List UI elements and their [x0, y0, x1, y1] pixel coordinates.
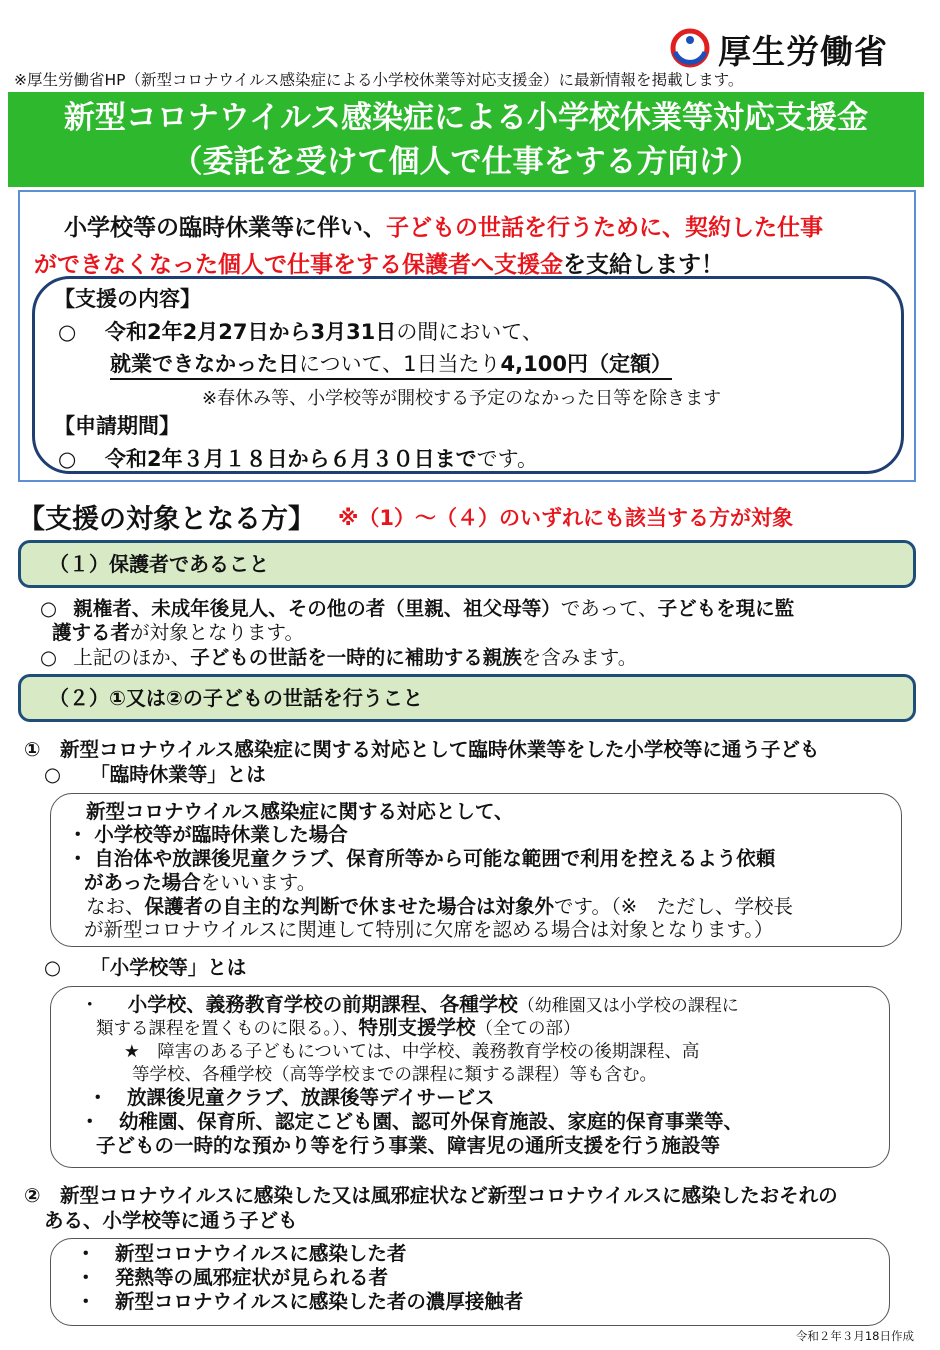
closure-bullet-2-end: があった場合 — [84, 871, 201, 894]
apply-period: 令和2年３月１８日から６月３０日まで — [105, 447, 477, 471]
disability-note-line2: 等学校、各種学校（高等学校までの課程に類する課程）等も含む。 — [132, 1065, 657, 1085]
relatives-rest: を含みます。 — [521, 646, 638, 669]
summary-tail: を支給します！ — [563, 252, 724, 278]
title-banner — [8, 92, 924, 187]
mhlw-logo-icon — [670, 28, 710, 68]
unable-mid: について、1日当たり — [299, 352, 501, 376]
closure-intro: 新型コロナウイルス感染症に関する対応として、 — [86, 800, 514, 823]
banner-subtitle: （委託を受けて個人で仕事をする方向け） — [171, 144, 761, 180]
bullet-icon: ○ — [40, 597, 58, 620]
closure-exclusion: 保護者の自主的な判断で休ませた場合は対象外 — [144, 895, 555, 918]
infection-item-1: ・ 新型コロナウイルスに感染した者 — [76, 1242, 407, 1265]
closure-bullet-2: ・ 自治体や放課後児童クラブ、保育所等から可能な範囲で利用を控えるよう依頼 — [68, 847, 776, 870]
childcare-facilities: ・ 幼稚園、保育所、認定こども園、認可外保育施設、家庭的保育事業等、 — [80, 1110, 744, 1133]
bullet-icon: ○ — [58, 447, 77, 471]
closure-label: ○ 「臨時休業等」とは — [44, 763, 266, 786]
guardian-types: 親権者、未成年後見人、その他の者（里親、祖父母等） — [73, 597, 561, 620]
infection-item-3: ・ 新型コロナウイルスに感染した者の濃厚接触者 — [76, 1290, 524, 1313]
after-school-club: ・ 放課後児童クラブ、放課後等デイサービス — [88, 1086, 495, 1109]
section1-bar — [18, 540, 916, 588]
item2-heading-line2: ある、小学校等に通う子ども — [44, 1209, 298, 1232]
exclusion-note: ※春休み等、小学校等が開校する予定のなかった日等を除きます — [202, 388, 722, 409]
special-support-school: 特別支援学校 — [358, 1016, 476, 1039]
guardian-mid: であって、 — [560, 597, 658, 620]
unable-days: 就業できなかった日 — [110, 352, 299, 376]
guardian-custody-end: 護する者 — [52, 621, 131, 644]
schools-main-note: （幼稚園又は小学校の課程に — [517, 996, 739, 1016]
item1-heading: ① 新型コロナウイルス感染症に関する対応として臨時休業等をした小学校等に通う子ども — [24, 738, 820, 761]
school-label: ○ 「小学校等」とは — [44, 956, 247, 979]
closure-note-rest: です。（※ ただし、学校長 — [554, 895, 794, 918]
relatives-pre: 上記のほか、 — [73, 646, 191, 669]
schools-line2-pre: 類する課程を置くものに限る。）、 — [96, 1019, 359, 1039]
bullet-icon: ・ — [80, 993, 100, 1016]
hp-note: ※厚生労働省HP（新型コロナウイルス感染症による小学校休業等対応支援金）に最新情報を掲載します。 — [14, 71, 744, 89]
schools-main: 小学校、義務教育学校の前期課程、各種学校 — [127, 993, 518, 1016]
guardian-eligible: が対象となります。 — [130, 621, 304, 644]
disability-note: ★ 障害のある子どもについては、中学校、義務教育学校の後期課程、高 — [124, 1042, 700, 1062]
closure-note-line2: が新型コロナウイルスに関連して特別に欠席を認める場合は対象となります。） — [84, 918, 774, 941]
summary-highlight-1: 子どもの世話を行うために、契約した仕事 — [386, 215, 823, 241]
schools-line2-rest: （全ての部） — [475, 1019, 581, 1039]
closure-note-pre: なお、 — [86, 895, 145, 918]
summary-lead: 小学校等の臨時休業等に伴い、 — [64, 215, 386, 241]
childcare-facilities-line2: 子どもの一時的な預かり等を行う事業、障害児の通所支援を行う施設等 — [96, 1134, 721, 1157]
infection-item-2: ・ 発熱等の風邪症状が見られる者 — [76, 1266, 389, 1289]
support-amount: 4,100円（定額） — [500, 352, 672, 376]
section2-bar — [18, 674, 916, 722]
bullet-icon: ○ — [40, 646, 58, 669]
relatives: 子どもの世話を一時的に補助する親族 — [190, 646, 522, 669]
apply-heading: 【申請期間】 — [54, 414, 180, 438]
summary-text — [34, 210, 910, 284]
targets-heading: 【支援の対象となる方】 — [18, 504, 315, 535]
support-period: 令和2年2月27日から3月31日 — [105, 320, 397, 344]
closure-bullet-2-tail: をいいます。 — [200, 871, 317, 894]
section2-title: （２）①又は②の子どもの世話を行うこと — [49, 686, 423, 710]
support-heading: 【支援の内容】 — [54, 287, 201, 311]
item2-heading: ② 新型コロナウイルスに感染した又は風邪症状など新型コロナウイルスに感染したおそれの — [24, 1184, 838, 1207]
support-period-rest: の間において、 — [396, 320, 543, 344]
banner-title: 新型コロナウイルス感染症による小学校休業等対応支援金 — [63, 100, 869, 136]
creation-date: 令和２年３月18日作成 — [795, 1329, 914, 1343]
summary-highlight-2: ができなくなった個人で仕事をする保護者へ支援金 — [34, 252, 563, 278]
apply-period-rest: です。 — [476, 447, 538, 471]
guardian-custody: 子どもを現に監 — [657, 597, 795, 620]
ministry-name: 厚生労働省 — [718, 32, 888, 71]
bullet-icon: ○ — [58, 320, 77, 344]
section1-title: （１）保護者であること — [49, 552, 269, 576]
support-amount-line — [110, 350, 672, 380]
closure-bullet-1: ・ 小学校等が臨時休業した場合 — [68, 823, 348, 846]
targets-note: ※（1）～（４）のいずれにも該当する方が対象 — [338, 506, 794, 530]
